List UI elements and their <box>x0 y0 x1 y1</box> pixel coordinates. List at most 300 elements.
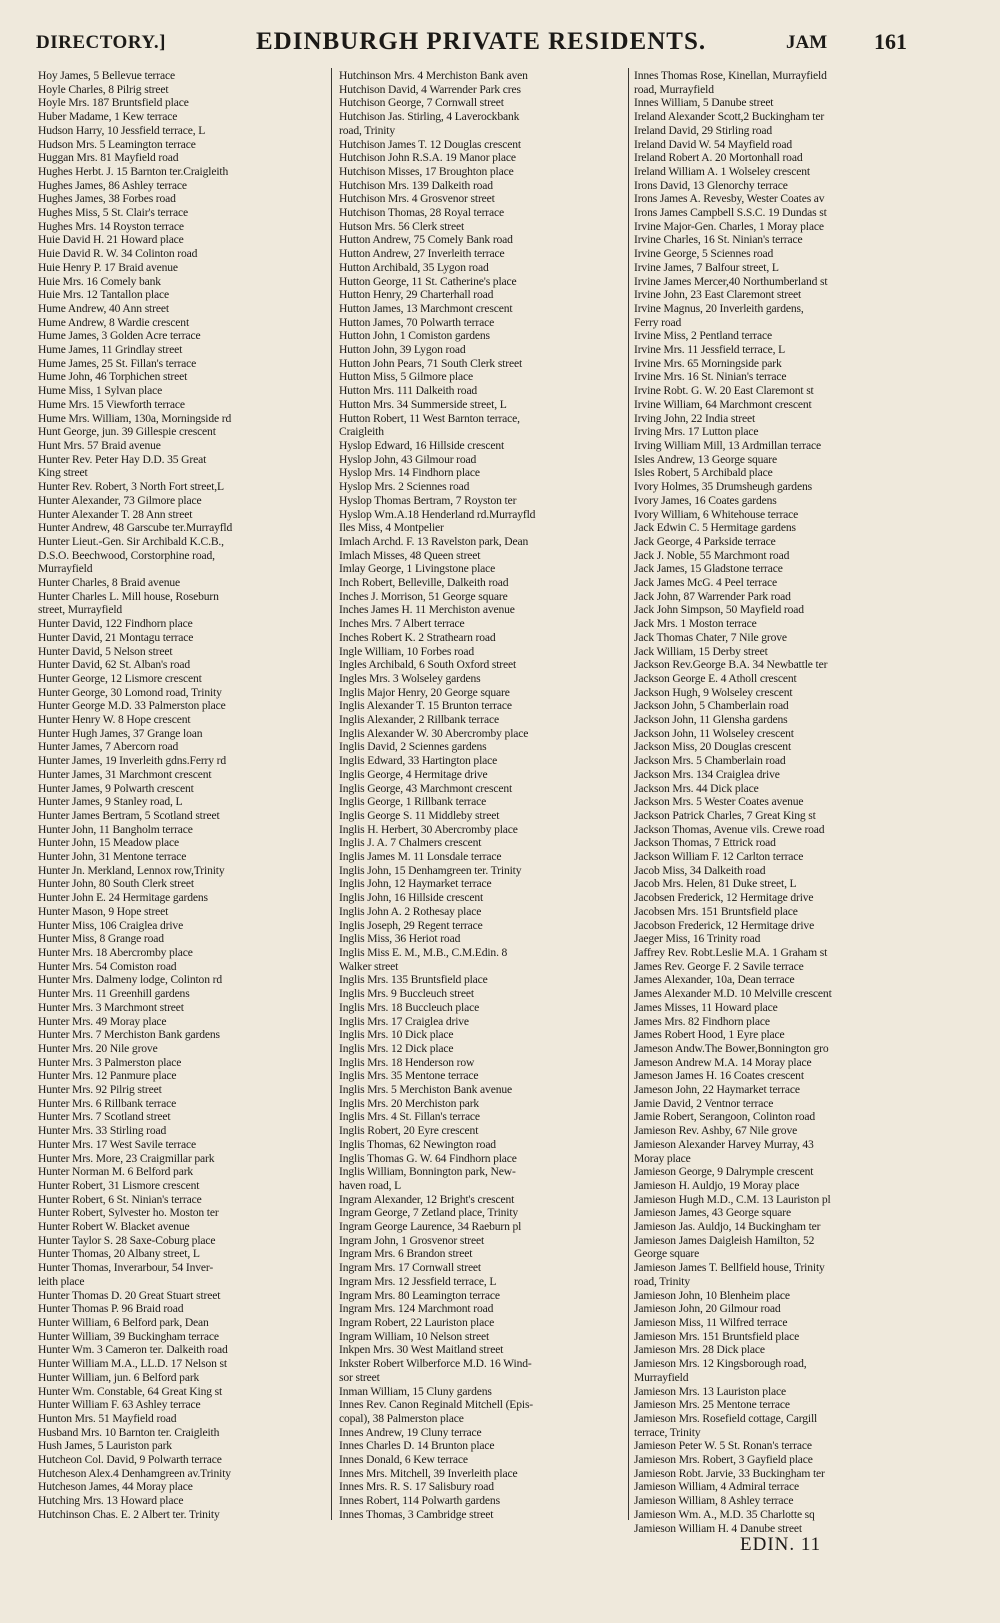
directory-entry: Jameson Andrew M.A. 14 Moray place <box>634 1055 812 1069</box>
directory-entry: Jackson William F. 12 Carlton terrace <box>634 850 804 864</box>
directory-entry: Hutchison David, 4 Warrender Park cres <box>339 82 521 96</box>
directory-entry: Hunter Robert, 6 St. Ninian's terrace <box>38 1192 202 1206</box>
directory-entry: Hunter Norman M. 6 Belford park <box>38 1165 194 1179</box>
directory-entry: Ingram George Laurence, 34 Raeburn pl <box>339 1220 522 1234</box>
directory-entry: Huie David H. 21 Howard place <box>38 233 184 247</box>
directory-entry: Inglis Edward, 33 Hartington place <box>339 754 498 768</box>
directory-entry: Innes Thomas Rose, Kinellan, Murrayfield <box>634 69 827 82</box>
directory-entry: Hutchison Mrs. 139 Dalkeith road <box>339 178 493 192</box>
directory-entry: Hoyle Mrs. 187 Bruntsfield place <box>38 96 189 110</box>
directory-entry: Ireland William A. 1 Wolseley crescent <box>634 164 810 178</box>
directory-entry: Jameson Andw.The Bower,Bonnington gro <box>634 1041 829 1055</box>
directory-entry: Jamieson Wm. A., M.D. 35 Charlotte sq <box>634 1507 815 1521</box>
directory-entry: Jaffrey Rev. Robt.Leslie M.A. 1 Graham st <box>634 946 828 959</box>
directory-entry: Hunter James, 31 Marchmont crescent <box>38 767 212 781</box>
directory-entry: Hutton John, 1 Comiston gardens <box>339 329 490 343</box>
directory-entry: Hunter Lieut.-Gen. Sir Archibald K.C.B., <box>38 534 224 548</box>
directory-entry: Innes Andrew, 19 Cluny terrace <box>339 1425 482 1439</box>
directory-entry: Ingle William, 10 Forbes road <box>339 644 475 658</box>
directory-entry: haven road, L <box>339 1178 402 1192</box>
directory-entry: Inches J. Morrison, 51 George square <box>339 589 508 603</box>
directory-entry: Innes Charles D. 14 Brunton place <box>339 1439 495 1453</box>
directory-entry: Jameson James H. 16 Coates crescent <box>634 1069 804 1083</box>
directory-entry: Ireland Alexander Scott,2 Buckingham ter <box>634 110 825 124</box>
directory-entry: James Misses, 11 Howard place <box>634 1000 778 1014</box>
directory-entry: Hunter David, 122 Findhorn place <box>38 617 193 631</box>
page-title: EDINBURGH PRIVATE RESIDENTS. <box>256 28 707 55</box>
directory-entry: Hunter James Bertram, 5 Scotland street <box>38 808 220 822</box>
directory-entry: Inglis Alexander W. 30 Abercromby place <box>339 726 529 740</box>
directory-entry: Hunter Mrs. 6 Rillbank terrace <box>38 1096 177 1110</box>
directory-entry: Hunt Mrs. 57 Braid avenue <box>38 438 161 452</box>
directory-entry: James Alexander, 10a, Dean terrace <box>634 973 795 987</box>
directory-entry: Jack Edwin C. 5 Hermitage gardens <box>634 521 796 535</box>
directory-entry: Hunter Mrs. 17 West Savile terrace <box>38 1137 196 1151</box>
directory-entry: Inglis Robert, 20 Eyre crescent <box>339 1124 479 1138</box>
directory-entry: Inglis Thomas G. W. 64 Findhorn place <box>339 1151 517 1165</box>
directory-entry: Hunter Miss, 8 Grange road <box>38 932 164 946</box>
directory-entry: Hunter Hugh James, 37 Grange loan <box>38 726 203 740</box>
directory-entry: Hutton John, 39 Lygon road <box>339 343 466 357</box>
directory-entry: Hunter Taylor S. 28 Saxe-Coburg place <box>38 1233 216 1247</box>
directory-entry: copal), 38 Palmerston place <box>339 1411 464 1425</box>
directory-column-2 <box>339 69 633 1519</box>
directory-entry: Huie David R. W. 34 Colinton road <box>38 247 198 261</box>
directory-entry: James Rev. George F. 2 Savile terrace <box>634 959 804 973</box>
directory-entry: Irvine Mrs. 65 Morningside park <box>634 356 782 370</box>
directory-entry: Jameson John, 22 Haymarket terrace <box>634 1083 800 1097</box>
directory-entry: Inkster Robert Wilberforce M.D. 16 Wind- <box>339 1357 532 1371</box>
directory-entry: Hunter Thomas P. 96 Braid road <box>38 1302 184 1316</box>
directory-entry: Jamieson Mrs. 28 Dick place <box>634 1343 765 1357</box>
directory-entry: Ingram John, 1 Grosvenor street <box>339 1233 485 1247</box>
directory-entry: Inglis John, 16 Hillside crescent <box>339 891 484 905</box>
directory-entry: Irvine Mrs. 16 St. Ninian's terrace <box>634 370 787 384</box>
directory-entry: Hume Andrew, 40 Ann street <box>38 301 169 315</box>
directory-entry: Craigleith <box>339 425 384 439</box>
directory-entry: Hunter James, 19 Inverleith gdns.Ferry rd <box>38 754 227 768</box>
directory-entry: Hume Andrew, 8 Wardie crescent <box>38 315 190 329</box>
directory-entry: Inglis Miss, 36 Heriot road <box>339 932 461 946</box>
directory-entry: Inches James H. 11 Merchiston avenue <box>339 603 515 617</box>
directory-entry: Inglis William, Bonnington park, New- <box>339 1165 516 1179</box>
directory-entry: Huie Henry P. 17 Braid avenue <box>38 260 178 274</box>
directory-entry: Inglis Mrs. 18 Buccleuch place <box>339 1000 480 1014</box>
directory-entry: Hunter Charles, 8 Braid avenue <box>38 576 180 590</box>
directory-entry: Hunter Thomas, Inverarbour, 54 Inver- <box>38 1261 214 1275</box>
directory-entry: Inkpen Mrs. 30 West Maitland street <box>339 1343 504 1357</box>
directory-entry: Huie Mrs. 16 Comely bank <box>38 274 161 288</box>
directory-entry: Irving Mrs. 17 Lutton place <box>634 425 759 439</box>
directory-entry: Inglis Thomas, 62 Newington road <box>339 1137 496 1151</box>
directory-entry: Huie Mrs. 12 Tantallon place <box>38 288 169 302</box>
directory-entry: Ingles Archibald, 6 South Oxford street <box>339 658 517 672</box>
directory-entry: Inglis John, 15 Denhamgreen ter. Trinity <box>339 863 522 877</box>
directory-entry: Hunter Mrs. 33 Stirling road <box>38 1124 167 1138</box>
directory-entry: Ingram Robert, 22 Lauriston place <box>339 1315 495 1329</box>
directory-entry: Hyslop Thomas Bertram, 7 Royston ter <box>339 493 517 507</box>
directory-entry: Hume Mrs. 15 Viewforth terrace <box>38 397 185 411</box>
directory-entry: Hunter John, 11 Bangholm terrace <box>38 822 193 836</box>
page-number: 161 <box>874 29 907 54</box>
directory-entry: Hunter Wm. Constable, 64 Great King st <box>38 1384 223 1398</box>
directory-entry: Inglis John A. 2 Rothesay place <box>339 904 482 918</box>
directory-entry: Inglis George, 4 Hermitage drive <box>339 767 488 781</box>
directory-entry: Irvine William, 64 Marchmont crescent <box>634 397 812 411</box>
directory-entry: Inglis Mrs. 18 Henderson row <box>339 1055 475 1069</box>
directory-entry: Jamieson Jas. Auldjo, 14 Buckingham ter <box>634 1220 821 1234</box>
directory-entry: Jackson Miss, 20 Douglas crescent <box>634 740 792 754</box>
directory-entry: Hunter John, 80 South Clerk street <box>38 877 194 891</box>
directory-entry: Irvine James Mercer,40 Northumberland st <box>634 274 828 288</box>
directory-entry: James Alexander M.D. 10 Melville crescent <box>634 987 832 1001</box>
directory-entry: Hunter Mrs. 7 Scotland street <box>38 1110 171 1124</box>
directory-entry: Inglis Mrs. 4 St. Fillan's terrace <box>339 1110 480 1124</box>
directory-entry: leith place <box>38 1274 85 1288</box>
directory-entry: Hunter William, jun. 6 Belford park <box>38 1370 200 1384</box>
directory-entry: Hyslop Mrs. 2 Sciennes road <box>339 480 470 494</box>
directory-entry: Inglis Miss E. M., M.B., C.M.Edin. 8 <box>339 946 508 959</box>
directory-entry: Imlach Misses, 48 Queen street <box>339 548 481 562</box>
directory-entry: Hutchinson Chas. E. 2 Albert ter. Trinity <box>38 1507 220 1521</box>
directory-entry: Hume James, 3 Golden Acre terrace <box>38 329 201 343</box>
directory-entry: Hutton Andrew, 75 Comely Bank road <box>339 233 513 247</box>
directory-entry: Inglis H. Herbert, 30 Abercromby place <box>339 822 518 836</box>
directory-entry: Inglis Mrs. 17 Craiglea drive <box>339 1014 469 1028</box>
directory-entry: Inglis Major Henry, 20 George square <box>339 685 510 699</box>
directory-entry: Jacob Mrs. Helen, 81 Duke street, L <box>634 877 797 891</box>
directory-entry: Inches Mrs. 7 Albert terrace <box>339 617 465 631</box>
directory-entry: Hunter Robert, 31 Lismore crescent <box>38 1178 200 1192</box>
directory-entry: Hyslop John, 43 Gilmour road <box>339 452 477 466</box>
directory-entry: Irons David, 13 Glenorchy terrace <box>634 178 788 192</box>
directory-entry: Jamieson William H. 4 Danube street <box>634 1521 802 1535</box>
directory-entry: Jamieson Mrs. Robert, 3 Gayfield place <box>634 1453 813 1467</box>
directory-entry: Inglis Mrs. 20 Merchiston park <box>339 1096 480 1110</box>
directory-entry: Jackson John, 11 Glensha gardens <box>634 713 788 727</box>
directory-entry: Jack James, 15 Gladstone terrace <box>634 562 783 576</box>
directory-entry: Jaeger Miss, 16 Trinity road <box>634 932 761 946</box>
directory-entry: Jamieson Mrs. 151 Bruntsfield place <box>634 1329 800 1343</box>
directory-entry: Jackson Rev.George B.A. 34 Newbattle ter <box>634 658 828 672</box>
directory-entry: Ingram Mrs. 12 Jessfield terrace, L <box>339 1274 497 1288</box>
directory-entry: Inglis Mrs. 9 Buccleuch street <box>339 987 474 1001</box>
directory-entry: Jack William, 15 Derby street <box>634 644 768 658</box>
directory-entry: Walker street <box>339 959 399 973</box>
directory-entry: Hoyle Charles, 8 Pilrig street <box>38 82 169 96</box>
directory-entry: Irvine George, 5 Sciennes road <box>634 247 774 261</box>
directory-entry: Hutcheson James, 44 Moray place <box>38 1480 193 1494</box>
directory-entry: Inglis James M. 11 Lonsdale terrace <box>339 850 502 864</box>
directory-entry: Hunter Mrs. More, 23 Craigmillar park <box>38 1151 215 1165</box>
directory-entry: Hunter George M.D. 33 Palmerston place <box>38 699 226 713</box>
directory-entry: Jacobsen Mrs. 151 Bruntsfield place <box>634 904 798 918</box>
section-code: JAM <box>786 32 828 53</box>
directory-entry: Hush James, 5 Lauriston park <box>38 1439 172 1453</box>
directory-entry: Hunter Rev. Peter Hay D.D. 35 Great <box>38 452 207 466</box>
directory-entry: Innes Robert, 114 Polwarth gardens <box>339 1494 500 1508</box>
page-header <box>36 28 912 58</box>
directory-entry: Jamieson George, 9 Dalrymple crescent <box>634 1165 814 1179</box>
directory-entry: sor street <box>339 1370 380 1384</box>
directory-entry: Jamieson Hugh M.D., C.M. 13 Lauriston pl <box>634 1192 831 1206</box>
directory-entry: Ingram Alexander, 12 Bright's crescent <box>339 1192 515 1206</box>
directory-entry: Ivory Holmes, 35 Drumsheugh gardens <box>634 480 812 494</box>
directory-entry: Jackson Mrs. 5 Wester Coates avenue <box>634 795 804 809</box>
directory-entry: Irvine Mrs. 11 Jessfield terrace, L <box>634 343 786 357</box>
directory-entry: Jamieson James T. Bellfield house, Trinity <box>634 1261 825 1275</box>
directory-entry: street, Murrayfield <box>38 603 123 617</box>
directory-entry: Imlach Archd. F. 13 Ravelston park, Dean <box>339 534 529 548</box>
directory-entry: Hunter David, 62 St. Alban's road <box>38 658 191 672</box>
directory-entry: Hunter John, 31 Mentone terrace <box>38 850 187 864</box>
directory-entry: Irvine Major-Gen. Charles, 1 Moray place <box>634 219 824 233</box>
directory-entry: Hunter John E. 24 Hermitage gardens <box>38 891 208 905</box>
directory-entry: Murrayfield <box>38 562 93 576</box>
directory-entry: Ingram George, 7 Zetland place, Trinity <box>339 1206 519 1220</box>
directory-entry: Inglis Mrs. 5 Merchiston Bank avenue <box>339 1083 512 1097</box>
directory-entry: Hunter Robert W. Blacket avenue <box>38 1220 190 1234</box>
directory-entry: Inch Robert, Belleville, Dalkeith road <box>339 576 509 590</box>
directory-entry: Hutchison Misses, 17 Broughton place <box>339 164 514 178</box>
directory-entry: Jack J. Noble, 55 Marchmont road <box>634 548 790 562</box>
directory-entry: Hunter Jn. Merkland, Lennox row,Trinity <box>38 863 225 877</box>
directory-entry: Jackson John, 11 Wolseley crescent <box>634 726 794 740</box>
directory-entry: Hutcheon Col. David, 9 Polwarth terrace <box>38 1453 222 1467</box>
directory-entry: Hutcheson Alex.4 Denhamgreen av.Trinity <box>38 1466 231 1480</box>
directory-entry: Hunter Mason, 9 Hope street <box>38 904 169 918</box>
directory-entry: Hunter Thomas D. 20 Great Stuart street <box>38 1288 221 1302</box>
directory-entry: Hutton Mrs. 111 Dalkeith road <box>339 384 478 398</box>
directory-entry: Jackson Hugh, 9 Wolseley crescent <box>634 685 793 699</box>
directory-entry: Hoy James, 5 Bellevue terrace <box>38 69 175 82</box>
directory-entry: Inman William, 15 Cluny gardens <box>339 1384 492 1398</box>
directory-entry: Hutton James, 13 Marchmont crescent <box>339 301 513 315</box>
directory-entry: Hunter William, 39 Buckingham terrace <box>38 1329 219 1343</box>
directory-entry: Jack George, 4 Parkside terrace <box>634 534 776 548</box>
directory-entry: Hunter John, 15 Meadow place <box>38 836 180 850</box>
directory-entry: Hunter David, 5 Nelson street <box>38 644 173 658</box>
directory-entry: Irons James A. Revesby, Wester Coates av <box>634 192 825 206</box>
directory-entry: Jamieson Alexander Harvey Murray, 43 <box>634 1137 814 1151</box>
directory-entry: Ingram Mrs. 124 Marchmont road <box>339 1302 494 1316</box>
directory-entry: George square <box>634 1247 700 1261</box>
directory-entry: Hughes James, 38 Forbes road <box>38 192 176 206</box>
directory-entry: Innes Mrs. R. S. 17 Salisbury road <box>339 1480 494 1494</box>
directory-entry: terrace, Trinity <box>634 1425 701 1439</box>
directory-entry: Irvine Robt. G. W. 20 East Claremont st <box>634 384 814 398</box>
directory-entry: Jackson Mrs. 44 Dick place <box>634 781 759 795</box>
directory-entry: Jamieson John, 20 Gilmour road <box>634 1302 781 1316</box>
directory-entry: Irvine Charles, 16 St. Ninian's terrace <box>634 233 803 247</box>
directory-entry: Innes William, 5 Danube street <box>634 96 774 110</box>
directory-entry: Hutching Mrs. 13 Howard place <box>38 1494 184 1508</box>
directory-entry: Ireland David, 29 Stirling road <box>634 123 772 137</box>
directory-entry: Husband Mrs. 10 Barnton ter. Craigleith <box>38 1425 220 1439</box>
directory-entry: Hutton James, 70 Polwarth terrace <box>339 315 495 329</box>
directory-entry: Jack John Simpson, 50 Mayfield road <box>634 603 804 617</box>
directory-entry: Jackson Mrs. 5 Chamberlain road <box>634 754 786 768</box>
directory-entry: Hunton Mrs. 51 Mayfield road <box>38 1411 177 1425</box>
directory-entry: Hutchison Thomas, 28 Royal terrace <box>339 206 505 220</box>
directory-entry: Hutchison James T. 12 Douglas crescent <box>339 137 521 151</box>
directory-entry: Hunter Robert, Sylvester ho. Moston ter <box>38 1206 219 1220</box>
directory-entry: Moray place <box>634 1151 691 1165</box>
directory-entry: Hughes Herbt. J. 15 Barnton ter.Craigleith <box>38 164 229 178</box>
page-footer: EDIN. 11 <box>740 1534 822 1555</box>
directory-entry: Jackson Thomas, 7 Ettrick road <box>634 836 776 850</box>
directory-entry: Hunter George, 12 Lismore crescent <box>38 671 202 685</box>
directory-entry: Hutchison Mrs. 4 Grosvenor street <box>339 192 495 206</box>
directory-entry: Hunter James, 9 Polwarth crescent <box>38 781 194 795</box>
directory-entry: Jack James McG. 4 Peel terrace <box>634 576 777 590</box>
directory-entry: Innes Donald, 6 Kew terrace <box>339 1453 468 1467</box>
directory-entry: road, Murrayfield <box>634 82 714 96</box>
directory-entry: Irvine Magnus, 20 Inverleith gardens, <box>634 301 804 315</box>
directory-entry: Ivory James, 16 Coates gardens <box>634 493 777 507</box>
directory-entry: Hughes Miss, 5 St. Clair's terrace <box>38 206 188 220</box>
directory-entry: road, Trinity <box>339 123 396 137</box>
directory-column-3 <box>634 69 930 1535</box>
directory-entry: King street <box>38 466 88 480</box>
directory-entry: Inglis Mrs. 10 Dick place <box>339 1028 454 1042</box>
directory-entry: Inglis George, 1 Rillbank terrace <box>339 795 487 809</box>
directory-entry: Imlay George, 1 Livingstone place <box>339 562 496 576</box>
directory-entry: Jacobson Frederick, 12 Hermitage drive <box>634 918 815 932</box>
directory-entry: Hutton Miss, 5 Gilmore place <box>339 370 473 384</box>
directory-entry: Hutton Mrs. 34 Summerside street, L <box>339 397 507 411</box>
directory-entry: Huggan Mrs. 81 Mayfield road <box>38 151 179 165</box>
directory-entry: Hume Miss, 1 Sylvan place <box>38 384 163 398</box>
directory-entry: Jackson John, 5 Chamberlain road <box>634 699 789 713</box>
directory-entry: Hunter William F. 63 Ashley terrace <box>38 1398 201 1412</box>
directory-entry: Hutton Henry, 29 Charterhall road <box>339 288 494 302</box>
directory-entry: Irvine James, 7 Balfour street, L <box>634 260 779 274</box>
directory-entry: Jack Mrs. 1 Moston terrace <box>634 617 757 631</box>
directory-entry: Jackson Mrs. 134 Craiglea drive <box>634 767 780 781</box>
directory-entry: Hunter Mrs. 12 Panmure place <box>38 1069 177 1083</box>
directory-entry: James Mrs. 82 Findhorn place <box>634 1014 770 1028</box>
directory-entry: Hume John, 46 Torphichen street <box>38 370 188 384</box>
directory-entry: Inglis Alexander T. 15 Brunton terrace <box>339 699 512 713</box>
directory-entry: Hunter George, 30 Lomond road, Trinity <box>38 685 222 699</box>
directory-entry: Hunter James, 7 Abercorn road <box>38 740 179 754</box>
directory-entry: Jamie David, 2 Ventnor terrace <box>634 1096 774 1110</box>
directory-entry: Inglis John, 12 Haymarket terrace <box>339 877 492 891</box>
directory-entry: Hughes James, 86 Ashley terrace <box>38 178 187 192</box>
directory-entry: Hyslop Mrs. 14 Findhorn place <box>339 466 480 480</box>
directory-entry: Jamieson Robt. Jarvie, 33 Buckingham ter <box>634 1466 825 1480</box>
directory-entry: Ivory William, 6 Whitehouse terrace <box>634 507 799 521</box>
directory-entry: Jacob Miss, 34 Dalkeith road <box>634 863 766 877</box>
directory-entry: Hunter Mrs. Dalmeny lodge, Colinton rd <box>38 973 222 987</box>
directory-entry: Jamieson James, 43 George square <box>634 1206 791 1220</box>
directory-entry: Inglis George, 43 Marchmont crescent <box>339 781 513 795</box>
directory-label: DIRECTORY.] <box>36 32 166 53</box>
directory-entry: Inglis David, 2 Sciennes gardens <box>339 740 487 754</box>
directory-entry: Hyslop Edward, 16 Hillside crescent <box>339 438 505 452</box>
directory-entry: Inches Robert K. 2 Strathearn road <box>339 630 496 644</box>
directory-entry: Irons James Campbell S.S.C. 19 Dundas st <box>634 206 827 220</box>
directory-entry: Inglis George S. 11 Middleby street <box>339 808 500 822</box>
directory-entry: Jamieson Mrs. 25 Mentone terrace <box>634 1398 790 1412</box>
directory-entry: Jamieson William, 8 Ashley terrace <box>634 1494 794 1508</box>
directory-entry: Hume James, 25 St. Fillan's terrace <box>38 356 197 370</box>
directory-entry: Hunter Mrs. 54 Comiston road <box>38 959 177 973</box>
directory-entry: Iles Miss, 4 Montpelier <box>339 521 444 535</box>
directory-entry: Hume James, 11 Grindlay street <box>38 343 183 357</box>
directory-entry: Inglis Mrs. 35 Mentone terrace <box>339 1069 479 1083</box>
directory-entry: Jackson Patrick Charles, 7 Great King st <box>634 808 816 822</box>
directory-entry: Jack Thomas Chater, 7 Nile grove <box>634 630 787 644</box>
directory-entry: Hunter James, 9 Stanley road, L <box>38 795 183 809</box>
directory-entry: Hunter Wm. 3 Cameron ter. Dalkeith road <box>38 1343 228 1357</box>
directory-entry: Ireland Robert A. 20 Mortonhall road <box>634 151 803 165</box>
directory-entry: Huber Madame, 1 Kew terrace <box>38 110 178 124</box>
directory-entry: Hunter Mrs. 49 Moray place <box>38 1014 167 1028</box>
directory-entry: Jamieson H. Auldjo, 19 Moray place <box>634 1178 800 1192</box>
directory-entry: road, Trinity <box>634 1274 691 1288</box>
directory-entry: Hunter Mrs. 3 Palmerston place <box>38 1055 182 1069</box>
directory-entry: Hudson Mrs. 5 Leamington terrace <box>38 137 196 151</box>
directory-entry: Inglis Mrs. 135 Bruntsfield place <box>339 973 488 987</box>
directory-entry: Hudson Harry, 10 Jessfield terrace, L <box>38 123 206 137</box>
directory-entry: Hume Mrs. William, 130a, Morningside rd <box>38 411 232 425</box>
directory-entry: Jamieson Miss, 11 Wilfred terrace <box>634 1315 788 1329</box>
directory-entry: Jamieson Rev. Ashby, 67 Nile grove <box>634 1124 798 1138</box>
directory-entry: Jamieson James Daigleish Hamilton, 52 <box>634 1233 815 1247</box>
directory-entry: Jacobsen Frederick, 12 Hermitage drive <box>634 891 814 905</box>
directory-entry: Jamieson Mrs. 12 Kingsborough road, <box>634 1357 807 1371</box>
directory-entry: Inglis J. A. 7 Chalmers crescent <box>339 836 482 850</box>
directory-entry: Isles Andrew, 13 George square <box>634 452 777 466</box>
directory-entry: Jack John, 87 Warrender Park road <box>634 589 791 603</box>
directory-entry: Hunter Alexander T. 28 Ann street <box>38 507 193 521</box>
directory-entry: Hutton Robert, 11 West Barnton terrace, <box>339 411 520 425</box>
directory-entry: Hutchinson Mrs. 4 Merchiston Bank aven <box>339 69 528 82</box>
directory-entry: Hunter David, 21 Montagu terrace <box>38 630 194 644</box>
directory-entry: Hutchison Jas. Stirling, 4 Laverockbank <box>339 110 520 124</box>
directory-entry: Irving John, 22 India street <box>634 411 756 425</box>
directory-entry: Hutchison John R.S.A. 19 Manor place <box>339 151 516 165</box>
directory-entry: Jackson George E. 4 Atholl crescent <box>634 671 797 685</box>
directory-entry: Isles Robert, 5 Archibald place <box>634 466 773 480</box>
directory-entry: Hughes Mrs. 14 Royston terrace <box>38 219 184 233</box>
directory-entry: Ferry road <box>634 315 682 329</box>
directory-entry: Irvine Miss, 2 Pentland terrace <box>634 329 772 343</box>
directory-entry: Jamieson Mrs. Rosefield cottage, Cargill <box>634 1411 818 1425</box>
directory-entry: Ingram Mrs. 17 Cornwall street <box>339 1261 482 1275</box>
directory-entry: D.S.O. Beechwood, Corstorphine road, <box>38 548 215 562</box>
directory-entry: Hutton Andrew, 27 Inverleith terrace <box>339 247 505 261</box>
directory-entry: Hunter Rev. Robert, 3 North Fort street,L <box>38 480 224 494</box>
directory-entry: Hunter Andrew, 48 Garscube ter.Murrayfld <box>38 521 233 535</box>
directory-entry: Hunter Mrs. 11 Greenhill gardens <box>38 987 190 1001</box>
directory-entry: Ingram Mrs. 6 Brandon street <box>339 1247 473 1261</box>
directory-column-1 <box>38 69 332 1519</box>
directory-entry: Jackson Thomas, Avenue vils. Crewe road <box>634 822 825 836</box>
directory-entry: Hyslop Wm.A.18 Henderland rd.Murrayfld <box>339 507 536 521</box>
directory-entry: Hunter Mrs. 3 Marchmont street <box>38 1000 184 1014</box>
directory-entry: Hunter Mrs. 20 Nile grove <box>38 1041 158 1055</box>
directory-entry: Hunter Thomas, 20 Albany street, L <box>38 1247 200 1261</box>
directory-entry: Jamieson Peter W. 5 St. Ronan's terrace <box>634 1439 812 1453</box>
directory-entry: Jamie Robert, Serangoon, Colinton road <box>634 1110 816 1124</box>
directory-entry: Hunter Mrs. 7 Merchiston Bank gardens <box>38 1028 220 1042</box>
directory-entry: Jamieson William, 4 Admiral terrace <box>634 1480 800 1494</box>
directory-entry: Ingram Mrs. 80 Leamington terrace <box>339 1288 500 1302</box>
directory-entry: Hutton Archibald, 35 Lygon road <box>339 260 489 274</box>
